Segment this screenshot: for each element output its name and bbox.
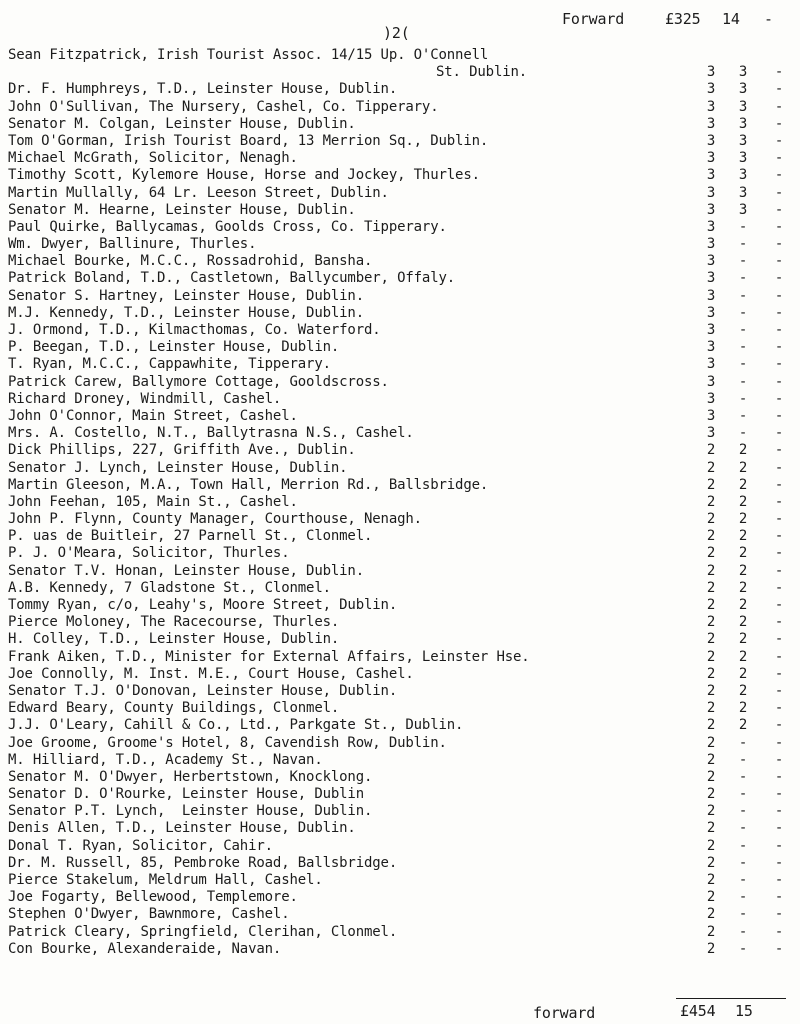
entry-name: Dr. F. Humphreys, T.D., Leinster House, Dublin. [8,81,398,98]
entry-pence: - [774,803,784,820]
entry-pence: - [774,218,784,235]
entry-pounds: 3 [706,218,716,235]
entry-name: M.J. Kennedy, T.D., Leinster House, Dublin. [8,304,364,321]
entry-name: John O'Sullivan, The Nursery, Cashel, Co. Tipperary. [8,98,439,115]
entry-shillings: 2 [738,528,748,545]
entry-pence: - [774,768,784,785]
entry-name: Con Bourke, Alexanderaide, Navan. [8,940,282,957]
entry-shillings: - [738,322,748,339]
list-item [8,666,800,683]
entry-pounds: 2 [706,872,716,889]
entry-pence: - [774,150,784,167]
entry-shillings: - [738,407,748,424]
footer-forward-shillings: 15 [735,1002,753,1020]
entry-name: Denis Allen, T.D., Leinster House, Dublin. [8,820,356,837]
entry-pence: - [774,132,784,149]
total-rule [676,998,786,999]
entry-pence: - [774,751,784,768]
entry-shillings: 2 [738,597,748,614]
entry-pounds: 2 [706,493,716,510]
entry-pounds: 2 [706,768,716,785]
entry-shillings: 2 [738,700,748,717]
list-item [8,545,800,562]
list-item [8,99,800,116]
entry-pence: - [774,820,784,837]
list-item [8,219,800,236]
entry-name: Tom O'Gorman, Irish Tourist Board, 13 Merrion Sq., Dublin. [8,132,489,149]
entry-name: Pierce Stakelum, Meldrum Hall, Cashel. [8,872,323,889]
entry-pence: - [774,287,784,304]
list-item [8,786,800,803]
list-item [8,81,800,98]
header-forward-label: Forward [562,10,625,28]
entry-pounds: 3 [706,132,716,149]
list-item [8,47,800,81]
list-item [8,133,800,150]
entry-name: John Feehan, 105, Main St., Cashel. [8,493,298,510]
entry-pence: - [774,253,784,270]
list-item [8,580,800,597]
header-forward-pounds: £325 [665,10,701,28]
entry-pounds: 2 [706,923,716,940]
list-item [8,236,800,253]
entry-name: Stephen O'Dwyer, Bawnmore, Cashel. [8,906,290,923]
entry-shillings: - [738,390,748,407]
entry-shillings: - [738,373,748,390]
entry-pounds: 2 [706,751,716,768]
entry-name: T. Ryan, M.C.C., Cappawhite, Tipperary. [8,356,331,373]
list-item [8,322,800,339]
entry-pounds: 2 [706,837,716,854]
entry-pounds: 3 [706,407,716,424]
entry-shillings: - [738,218,748,235]
entry-shillings: 3 [738,184,748,201]
entry-pounds: 2 [706,597,716,614]
list-item [8,460,800,477]
entry-pounds: 3 [706,425,716,442]
entry-pounds: 2 [706,889,716,906]
entry-name: Senator M. O'Dwyer, Herbertstown, Knocklong. [8,768,373,785]
entry-pounds: 2 [706,511,716,528]
entry-shillings: 2 [738,493,748,510]
entry-pounds: 3 [706,115,716,132]
list-item [8,563,800,580]
entry-shillings: - [738,253,748,270]
entry-name: Sean Fitzpatrick, Irish Tourist Assoc. 14/15 Up. O'Connell [8,47,489,63]
entry-pounds: 3 [706,287,716,304]
entry-pence: - [774,562,784,579]
entry-name: Senator M. Hearne, Leinster House, Dublin. [8,201,356,218]
entry-name: Edward Beary, County Buildings, Clonmel. [8,700,340,717]
list-item [8,477,800,494]
entry-name: A.B. Kennedy, 7 Gladstone St., Clonmel. [8,579,331,596]
entry-pounds: 3 [706,270,716,287]
entry-shillings: - [738,854,748,871]
entry-pounds: 3 [706,150,716,167]
subscriber-list [8,47,800,958]
entry-name: Joe Connolly, M. Inst. M.E., Court House, Cashel. [8,665,414,682]
entry-name: P. uas de Buitleir, 27 Parnell St., Clonmel. [8,528,373,545]
entry-pence: - [774,167,784,184]
list-item [8,391,800,408]
entry-pence: - [774,717,784,734]
list-item [8,167,800,184]
entry-pounds: 2 [706,820,716,837]
entry-pounds: 2 [706,614,716,631]
entry-shillings: 2 [738,545,748,562]
header-forward-pence: - [764,10,773,28]
entry-name: John P. Flynn, County Manager, Courthouse, Nenagh. [8,511,422,528]
list-item [8,408,800,425]
entry-pence: - [774,184,784,201]
entry-name: Senator D. O'Rourke, Leinster House, Dublin [8,786,364,803]
entry-shillings: - [738,837,748,854]
entry-name: Patrick Boland, T.D., Castletown, Ballycumber, Offaly. [8,270,456,287]
entry-name: Senator T.V. Honan, Leinster House, Dublin. [8,562,364,579]
entry-shillings: - [738,940,748,957]
entry-name: Wm. Dwyer, Ballinure, Thurles. [8,236,257,253]
entry-shillings: 2 [738,476,748,493]
entry-pounds: 3 [706,236,716,253]
list-item [8,288,800,305]
entry-pounds: 3 [706,356,716,373]
entry-pence: - [774,682,784,699]
list-item [8,270,800,287]
entry-pence: - [774,700,784,717]
entry-pounds: 2 [706,940,716,957]
page-number: )2( [383,24,410,42]
entry-pence: - [774,98,784,115]
entry-shillings: - [738,923,748,940]
entry-pounds: 2 [706,906,716,923]
list-item [8,769,800,786]
entry-pounds: 3 [706,167,716,184]
entry-pence: - [774,906,784,923]
entry-pence: - [774,854,784,871]
entry-shillings: 3 [738,167,748,184]
entry-pence: - [774,459,784,476]
entry-pence: - [774,665,784,682]
entry-pence: - [774,442,784,459]
entry-shillings: - [738,786,748,803]
list-item [8,116,800,133]
list-item [8,356,800,373]
entry-pence: - [774,407,784,424]
list-item [8,253,800,270]
entry-name: Senator T.J. O'Donovan, Leinster House, Dublin. [8,682,398,699]
entry-name: Timothy Scott, Kylemore House, Horse and Jockey, Thurles. [8,167,480,184]
entry-pence: - [774,579,784,596]
entry-name: Donal T. Ryan, Solicitor, Cahir. [8,837,273,854]
entry-pence: - [774,940,784,957]
entry-pence: - [774,270,784,287]
entry-name-continued: St. Dublin. [436,64,528,81]
footer-forward-label: forward [533,1004,596,1022]
entry-pence: - [774,837,784,854]
entry-pence: - [774,476,784,493]
list-item [8,597,800,614]
entry-pounds: 2 [706,442,716,459]
entry-shillings: 2 [738,717,748,734]
list-item [8,150,800,167]
entry-shillings: - [738,425,748,442]
entry-shillings: - [738,236,748,253]
entry-name: H. Colley, T.D., Leinster House, Dublin. [8,631,340,648]
entry-shillings: 3 [738,81,748,98]
entry-name: Senator P.T. Lynch, Leinster House, Dublin. [8,803,373,820]
entry-name: Senator S. Hartney, Leinster House, Dublin. [8,287,364,304]
entry-pence: - [774,511,784,528]
entry-shillings: 2 [738,614,748,631]
entry-pence: - [774,923,784,940]
entry-shillings: 2 [738,665,748,682]
entry-shillings: 2 [738,442,748,459]
list-item [8,631,800,648]
entry-shillings: 2 [738,562,748,579]
entry-pence: - [774,786,784,803]
list-item [8,528,800,545]
entry-pounds: 2 [706,562,716,579]
entry-pounds: 3 [706,373,716,390]
entry-shillings: 3 [738,64,748,81]
list-item [8,906,800,923]
list-item [8,494,800,511]
entry-name: Martin Mullally, 64 Lr. Leeson Street, Dublin. [8,184,389,201]
entry-shillings: 3 [738,150,748,167]
entry-shillings: - [738,889,748,906]
entry-pounds: 3 [706,339,716,356]
entry-pounds: 2 [706,665,716,682]
entry-pence: - [774,64,784,81]
entry-pounds: 2 [706,579,716,596]
entry-pounds: 2 [706,476,716,493]
entry-name: Patrick Cleary, Springfield, Clerihan, Clonmel. [8,923,398,940]
entry-pounds: 3 [706,184,716,201]
list-item [8,683,800,700]
entry-pounds: 2 [706,786,716,803]
entry-shillings: - [738,270,748,287]
entry-name: Paul Quirke, Ballycamas, Goolds Cross, Co. Tipperary. [8,218,447,235]
entry-name: Joe Groome, Groome's Hotel, 8, Cavendish Row, Dublin. [8,734,447,751]
entry-pounds: 3 [706,322,716,339]
entry-shillings: 3 [738,201,748,218]
entry-name: Frank Aiken, T.D., Minister for External Affairs, Leinster Hse. [8,648,530,665]
list-item [8,717,800,734]
entry-shillings: 2 [738,631,748,648]
entry-shillings: 3 [738,98,748,115]
entry-pence: - [774,648,784,665]
entry-pence: - [774,236,784,253]
entry-pounds: 2 [706,631,716,648]
entry-pence: - [774,597,784,614]
entry-pounds: 2 [706,459,716,476]
entry-shillings: - [738,803,748,820]
entry-name: Dr. M. Russell, 85, Pembroke Road, Ballsbridge. [8,854,398,871]
entry-name: Martin Gleeson, M.A., Town Hall, Merrion Rd., Ballsbridge. [8,476,489,493]
entry-shillings: - [738,906,748,923]
entry-pence: - [774,425,784,442]
entry-shillings: - [738,287,748,304]
entry-pounds: 3 [706,304,716,321]
entry-name: Tommy Ryan, c/o, Leahy's, Moore Street, Dublin. [8,597,398,614]
entry-shillings: - [738,734,748,751]
entry-name: Michael Bourke, M.C.C., Rossadrohid, Bansha. [8,253,373,270]
list-item [8,924,800,941]
entry-pounds: 2 [706,803,716,820]
entry-shillings: - [738,872,748,889]
entry-shillings: - [738,751,748,768]
list-item [8,889,800,906]
list-item [8,872,800,889]
list-item [8,941,800,958]
entry-pence: - [774,115,784,132]
entry-shillings: - [738,768,748,785]
entry-pounds: 2 [706,854,716,871]
entry-shillings: - [738,356,748,373]
entry-shillings: 2 [738,511,748,528]
entry-pence: - [774,734,784,751]
entry-name: J. Ormond, T.D., Kilmacthomas, Co. Waterford. [8,322,381,339]
entry-name: P. J. O'Meara, Solicitor, Thurles. [8,545,290,562]
entry-name: Pierce Moloney, The Racecourse, Thurles. [8,614,340,631]
entry-pounds: 2 [706,528,716,545]
list-item [8,735,800,752]
entry-shillings: 2 [738,648,748,665]
list-item [8,803,800,820]
entry-pence: - [774,872,784,889]
entry-shillings: 3 [738,132,748,149]
entry-pence: - [774,339,784,356]
entry-name: Joe Fogarty, Bellewood, Templemore. [8,889,298,906]
entry-pounds: 3 [706,253,716,270]
list-item [8,614,800,631]
entry-shillings: - [738,339,748,356]
entry-pounds: 2 [706,545,716,562]
list-item [8,700,800,717]
list-item [8,649,800,666]
entry-name: Patrick Carew, Ballymore Cottage, Gooldscross. [8,373,389,390]
entry-pounds: 3 [706,81,716,98]
list-item [8,442,800,459]
entry-pounds: 2 [706,700,716,717]
entry-pounds: 3 [706,201,716,218]
entry-shillings: 3 [738,115,748,132]
entry-name: Richard Droney, Windmill, Cashel. [8,390,282,407]
entry-name: Senator J. Lynch, Leinster House, Dublin. [8,459,348,476]
entry-name: Senator M. Colgan, Leinster House, Dublin. [8,115,356,132]
entry-pence: - [774,545,784,562]
entry-pence: - [774,493,784,510]
entry-name: John O'Connor, Main Street, Cashel. [8,407,298,424]
entry-name: P. Beegan, T.D., Leinster House, Dublin. [8,339,340,356]
entry-pence: - [774,322,784,339]
entry-pounds: 2 [706,734,716,751]
entry-pence: - [774,81,784,98]
entry-pence: - [774,304,784,321]
entry-pence: - [774,373,784,390]
entry-pounds: 2 [706,682,716,699]
entry-name: M. Hilliard, T.D., Academy St., Navan. [8,751,323,768]
entry-shillings: 2 [738,579,748,596]
list-item [8,339,800,356]
entry-shillings: 2 [738,459,748,476]
header-forward-shillings: 14 [722,10,740,28]
list-item [8,752,800,769]
entry-pence: - [774,528,784,545]
list-item [8,305,800,322]
list-item [8,202,800,219]
entry-pounds: 3 [706,64,716,81]
list-item [8,511,800,528]
list-item [8,374,800,391]
entry-pence: - [774,356,784,373]
entry-name: Michael McGrath, Solicitor, Nenagh. [8,150,298,167]
entry-pounds: 3 [706,390,716,407]
entry-shillings: 2 [738,682,748,699]
list-item [8,838,800,855]
entry-name: Dick Phillips, 227, Griffith Ave., Dublin. [8,442,356,459]
footer-forward-pounds: £454 [680,1002,716,1020]
entry-pounds: 2 [706,648,716,665]
list-item [8,855,800,872]
entry-shillings: - [738,304,748,321]
entry-pence: - [774,201,784,218]
entry-pence: - [774,631,784,648]
entry-pence: - [774,889,784,906]
list-item [8,425,800,442]
entry-name: Mrs. A. Costello, N.T., Ballytrasna N.S., Cashel. [8,425,414,442]
list-item [8,820,800,837]
entry-pence: - [774,390,784,407]
list-item [8,185,800,202]
entry-pounds: 2 [706,717,716,734]
entry-pence: - [774,614,784,631]
entry-pounds: 3 [706,98,716,115]
entry-shillings: - [738,820,748,837]
entry-name: J.J. O'Leary, Cahill & Co., Ltd., Parkgate St., Dublin. [8,717,464,734]
